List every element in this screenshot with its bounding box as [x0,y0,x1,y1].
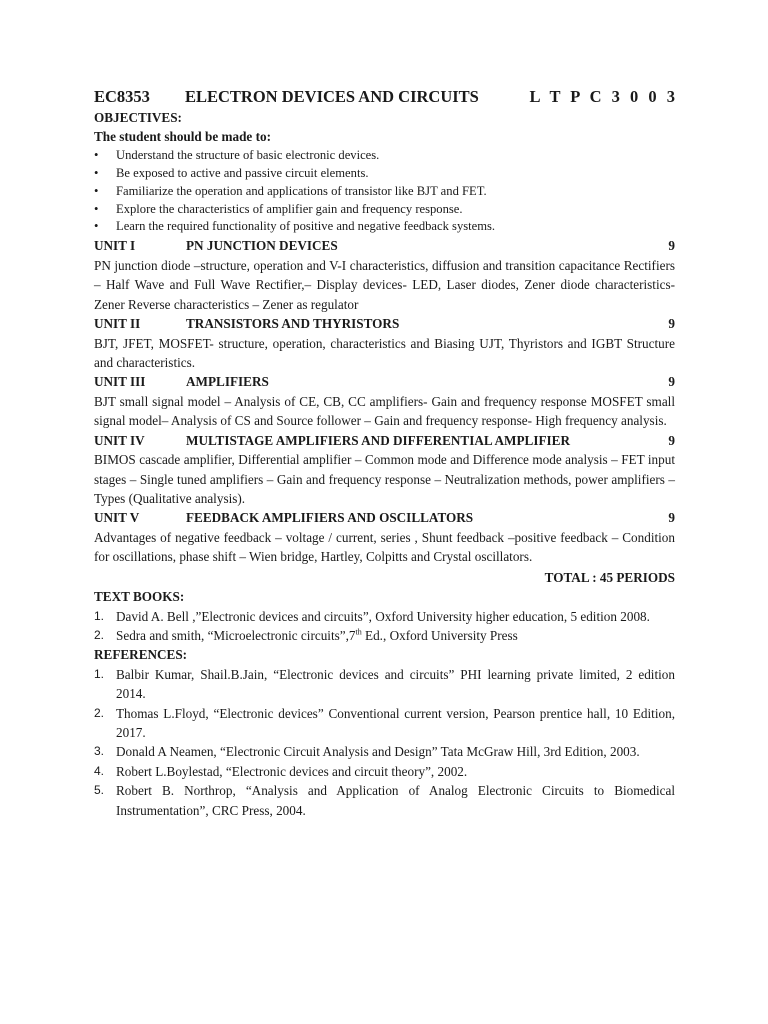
reference-item [94,665,675,704]
unit-title: MULTISTAGE AMPLIFIERS AND DIFFERENTIAL AMPLIFIER [186,432,570,448]
unit-hours: 9 [668,432,675,448]
unit-label: UNIT III [94,374,146,390]
reference-item [94,742,675,761]
unit-title: TRANSISTORS AND THYRISTORS [186,316,400,332]
reference-item [94,762,675,781]
objective-item: • Be exposed to active and passive circuit elements. [94,165,675,183]
unit-hours: 9 [668,374,675,390]
unit-heading [94,508,675,528]
unit-title: FEEDBACK AMPLIFIERS AND OSCILLATORS [186,510,474,526]
textbook-item [94,626,675,645]
unit-hours: 9 [668,316,675,332]
course-heading [94,86,675,108]
reference-text: Robert L.Boylestad, “Electronic devices and circuit theory”, 2002. [116,763,468,779]
references-title: REFERENCES: [94,647,188,663]
total-periods: TOTAL : 45 PERIODS [544,569,675,585]
unit-section [94,508,675,566]
objectives-intro: The student should be made to: [94,129,271,145]
unit-heading [94,314,675,334]
reference-number: 1. [94,666,105,681]
unit-content: PN junction diode –structure, operation and V-I characteristics, diffusion and transition capacitance Rectifiers – Half Wave and Full Wave Rectifier,– Display devices- LED, Laser diodes, Zener diode characteristics- Zener Reverse characteristics – Zener as regulator [94,257,675,312]
textbooks-title: TEXT BOOKS: [94,589,185,605]
textbook-text-pre: Sedra and smith, “Microelectronic circuits”,7 [116,627,356,643]
objectives-title: OBJECTIVES: [94,110,182,125]
unit-label: UNIT IV [94,432,145,448]
textbook-superscript: th [355,627,362,637]
unit-heading [94,372,675,392]
reference-text: Donald A Neamen, “Electronic Circuit Analysis and Design” Tata McGraw Hill, 3rd Edition, 2003. [116,744,640,760]
unit-heading [94,431,675,451]
unit-title: AMPLIFIERS [186,374,269,390]
course-code: EC8353 [94,87,150,106]
unit-label: UNIT II [94,316,141,332]
textbooks-list [94,607,675,646]
objective-item: • Familiarize the operation and applications of transistor like BJT and FET. [94,183,675,201]
reference-number: 2. [94,705,105,720]
objectives-list [94,147,675,237]
objective-item: • Understand the structure of basic electronic devices. [94,147,675,165]
objective-item: • Learn the required functionality of positive and negative feedback systems. [94,218,675,236]
reference-number: 4. [94,763,105,778]
reference-item [94,704,675,743]
unit-heading [94,236,675,256]
textbook-number: 1. [94,608,105,623]
unit-section [94,431,675,509]
unit-section [94,236,675,314]
unit-hours: 9 [668,238,675,254]
unit-section [94,314,675,372]
references-list [94,665,675,820]
unit-content: BJT small signal model – Analysis of CE, CB, CC amplifiers- Gain and frequency response MOSFET small signal model– Analysis of CS and Source follower – Gain and frequency response- High frequency analysis. [94,393,675,429]
reference-number: 5. [94,783,105,798]
textbook-text: David A. Bell ,”Electronic devices and circuits”, Oxford University higher education, 5 edition 2008. [116,608,650,624]
syllabus-content [94,86,675,820]
reference-text: Balbir Kumar, Shail.B.Jain, “Electronic devices and circuits” PHI learning private limited, 2 edition 2014. [116,666,675,702]
unit-content: BJT, JFET, MOSFET- structure, operation, characteristics and Biasing UJT, Thyristors and IGBT Structure and characteristics. [94,335,675,370]
textbook-item [94,607,675,626]
unit-section [94,372,675,430]
reference-text: Robert B. Northrop, “Analysis and Application of Analog Electronic Circuits to Biomedical Instrumentation”, CRC Press, 2004. [116,783,675,818]
course-title: ELECTRON DEVICES AND CIRCUITS [185,87,479,106]
textbook-number: 2. [94,627,105,642]
unit-label: UNIT I [94,238,136,254]
reference-text: Thomas L.Floyd, “Electronic devices” Conventional current version, Pearson prentice hall, 10 Edition, 2017. [116,705,675,740]
textbook-text-post: Ed., Oxford University Press [361,627,518,643]
unit-title: PN JUNCTION DEVICES [186,238,338,254]
unit-content: Advantages of negative feedback – voltage / current, series , Shunt feedback –positive feedback – Condition for oscillations, phase shift – Wien bridge, Hartley, Colpitts and Crystal oscillators. [94,529,675,565]
unit-label: UNIT V [94,510,140,526]
objective-item: • Explore the characteristics of amplifier gain and frequency response. [94,201,675,219]
course-ltpc: L T P C 3 0 0 3 [529,87,675,106]
reference-item [94,781,675,820]
unit-hours: 9 [668,510,675,526]
reference-number: 3. [94,744,105,759]
unit-content: BIMOS cascade amplifier, Differential amplifier – Common mode and Difference mode analysis – FET input stages – Single tuned amplifiers – Gain and frequency response – Neutralization methods, power amplifiers –Types (Qualitative analysis). [94,452,675,506]
